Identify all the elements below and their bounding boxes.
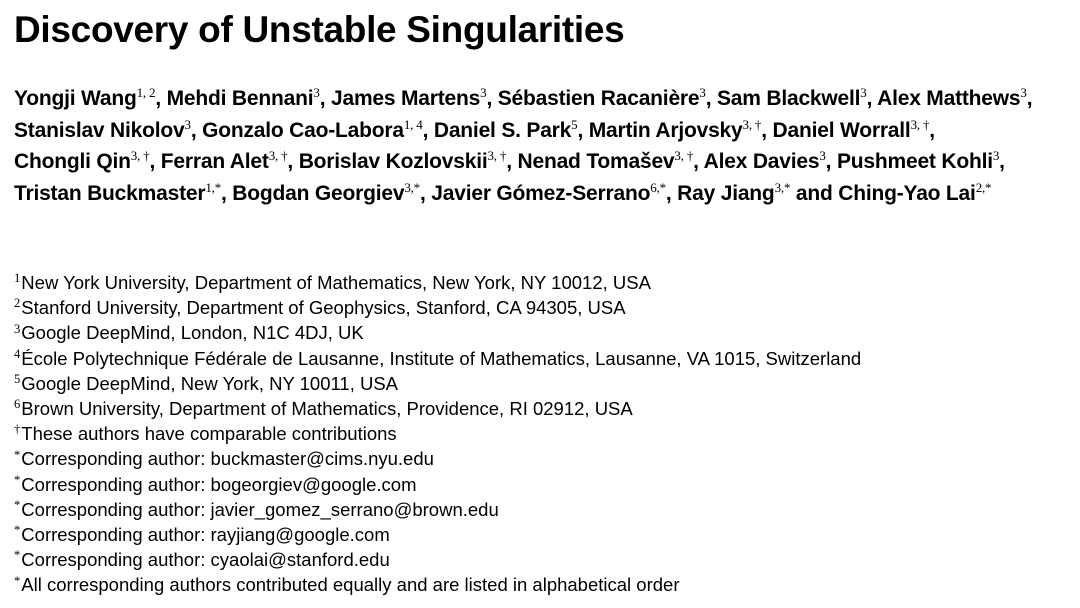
affiliation-text: Brown University, Department of Mathematics, Providence, RI 02912, USA: [21, 398, 633, 420]
author-separator: ,: [506, 150, 518, 173]
affiliation-mark: *: [14, 472, 21, 487]
author-affiliation-mark: 3, †: [742, 116, 762, 132]
author-name: Ferran Alet: [160, 150, 269, 173]
author-affiliation-mark: 2,*: [975, 179, 992, 195]
author-entry: [677, 179, 791, 205]
author-entry: [161, 150, 288, 173]
author-affiliation-mark: 3, †: [910, 116, 930, 132]
affiliation-mark: *: [14, 548, 21, 563]
author-separator: ,: [999, 150, 1005, 173]
author-separator: ,: [422, 118, 434, 142]
author-separator: ,: [319, 87, 331, 110]
author-entry: [838, 179, 992, 205]
author-separator: ,: [825, 150, 837, 173]
affiliation-mark: *: [14, 447, 21, 462]
author-entry: [232, 179, 420, 205]
affiliation-mark: 5: [14, 371, 21, 386]
author-name: Javier Gómez-Serrano: [431, 181, 651, 205]
author-name: Bogdan Georgiev: [232, 181, 405, 205]
author-affiliation-mark: 5: [571, 116, 578, 132]
author-name: Martin Arjovsky: [588, 118, 743, 142]
affiliation-item: [14, 421, 1074, 446]
author-name: Gonzalo Cao-Labora: [202, 118, 404, 142]
author-name: Ray Jiang: [677, 181, 775, 205]
author-entry: [717, 87, 867, 110]
affiliation-text: Corresponding author: cyaolai@stanford.edu: [21, 549, 390, 571]
author-name: Pushmeet Kohli: [836, 150, 993, 173]
author-separator: ,: [577, 118, 589, 142]
author-entry: [431, 179, 666, 205]
affiliation-text: Corresponding author: bogeorgiev@google.com: [21, 473, 417, 495]
author-name: Borislav Kozlovskii: [298, 150, 488, 173]
author-affiliation-mark: 1, 2: [136, 85, 156, 101]
author-name: Daniel S. Park: [433, 118, 572, 142]
author-separator: ,: [866, 87, 878, 110]
author-affiliation-mark: 3,*: [404, 179, 420, 195]
affiliation-item: [14, 472, 1074, 497]
author-name: Stanislav Nikolov: [14, 118, 185, 142]
author-name: Alex Davies: [703, 150, 820, 173]
author-entry: [704, 150, 826, 173]
affiliation-mark: *: [14, 573, 21, 588]
author-list: [14, 83, 1072, 209]
affiliation-item: [14, 572, 1074, 597]
author-entry: [331, 87, 486, 110]
author-separator: ,: [190, 118, 203, 142]
author-affiliation-mark: 3, †: [674, 148, 694, 164]
author-affiliation-mark: 3, †: [268, 148, 288, 164]
author-affiliation-mark: 3: [819, 148, 826, 164]
author-affiliation-mark: 3, †: [487, 148, 507, 164]
author-name: Daniel Worrall: [772, 118, 911, 142]
author-separator: ,: [221, 181, 233, 205]
author-affiliation-mark: 3: [699, 85, 706, 101]
affiliation-text: Stanford University, Department of Geophysics, Stanford, CA 94305, USA: [21, 297, 626, 319]
affiliation-item: [14, 320, 1074, 345]
author-affiliation-mark: 3: [1020, 85, 1027, 101]
affiliation-text: École Polytechnique Fédérale de Lausanne, Institute of Mathematics, Lausanne, VA 1015, Switzerland: [21, 347, 862, 369]
affiliation-mark: *: [14, 497, 21, 512]
author-entry: [14, 179, 221, 205]
author-affiliation-mark: 3: [860, 85, 867, 101]
author-separator: ,: [693, 150, 704, 173]
author-affiliation-mark: 6,*: [650, 179, 666, 195]
affiliation-item: [14, 497, 1074, 522]
author-separator: ,: [149, 150, 161, 173]
affiliation-mark: 2: [14, 296, 21, 311]
author-name: Ching-Yao Lai: [838, 181, 976, 205]
affiliation-item: [14, 522, 1074, 547]
author-entry: [877, 87, 1027, 110]
affiliation-item: [14, 371, 1074, 396]
affiliation-text: Google DeepMind, London, N1C 4DJ, UK: [21, 322, 364, 344]
author-name: Nenad Tomašev: [517, 150, 675, 173]
author-entry: [14, 116, 191, 142]
author-entry: [167, 87, 320, 110]
author-separator: ,: [419, 181, 432, 205]
author-name: Alex Matthews: [877, 87, 1021, 110]
affiliation-item: [14, 547, 1074, 572]
author-separator: ,: [486, 87, 498, 110]
affiliation-mark: 3: [14, 321, 21, 336]
author-affiliation-mark: 1,*: [205, 179, 221, 195]
author-affiliation-mark: 3: [480, 85, 487, 101]
author-entry: [518, 150, 694, 173]
author-name: Tristan Buckmaster: [14, 181, 206, 205]
author-separator: ,: [287, 150, 299, 173]
affiliation-mark: 4: [14, 346, 21, 361]
author-entry: [837, 150, 999, 173]
affiliation-text: Google DeepMind, New York, NY 10011, USA: [21, 372, 399, 394]
affiliation-text: Corresponding author: javier_gomez_serrano@brown.edu: [21, 498, 499, 520]
author-entry: [498, 87, 706, 110]
author-separator: ,: [705, 87, 717, 110]
author-affiliation-mark: 3, †: [130, 148, 150, 164]
affiliation-item: [14, 270, 1074, 295]
author-entry: [14, 87, 155, 110]
affiliation-mark: 6: [14, 397, 21, 412]
affiliation-mark: *: [14, 523, 21, 538]
affiliation-item: [14, 446, 1074, 471]
author-affiliation-mark: 3: [992, 148, 1000, 164]
affiliation-text: Corresponding author: buckmaster@cims.nyu.edu: [21, 448, 434, 470]
author-separator: ,: [761, 118, 773, 142]
author-name: Sébastien Racanière: [497, 87, 700, 110]
author-entry: [14, 150, 150, 173]
affiliation-text: These authors have comparable contributions: [21, 423, 397, 445]
affiliation-list: [14, 270, 1074, 598]
author-affiliation-mark: 3: [184, 116, 191, 132]
author-separator: and: [790, 181, 839, 205]
author-affiliation-mark: 3: [313, 85, 320, 101]
author-separator: ,: [929, 118, 935, 142]
author-entry: [588, 116, 762, 142]
author-separator: ,: [155, 87, 167, 110]
author-name: Chongli Qin: [14, 150, 131, 173]
affiliation-text: New York University, Department of Mathematics, New York, NY 10012, USA: [21, 272, 651, 293]
author-entry: [202, 116, 423, 142]
author-name: James Martens: [330, 87, 481, 110]
author-entry: [299, 150, 507, 173]
author-name: Sam Blackwell: [716, 87, 861, 110]
author-name: Yongji Wang: [14, 87, 137, 110]
author-entry: [433, 116, 578, 142]
author-name: Mehdi Bennani: [166, 87, 314, 110]
author-affiliation-mark: 3,*: [774, 179, 791, 195]
affiliation-text: Corresponding author: rayjiang@google.com: [21, 524, 390, 546]
affiliation-item: [14, 295, 1074, 320]
affiliation-item: [14, 396, 1074, 421]
author-affiliation-mark: 1, 4: [403, 116, 423, 132]
affiliation-mark: 1: [14, 271, 21, 286]
affiliation-mark: †: [14, 422, 21, 437]
affiliation-item: [14, 346, 1074, 371]
affiliation-text: All corresponding authors contributed equally and are listed in alphabetical order: [21, 574, 680, 596]
author-separator: ,: [1026, 87, 1033, 110]
paper-title: Discovery of Unstable Singularities: [14, 9, 625, 50]
author-entry: [772, 116, 930, 142]
author-separator: ,: [665, 181, 678, 205]
